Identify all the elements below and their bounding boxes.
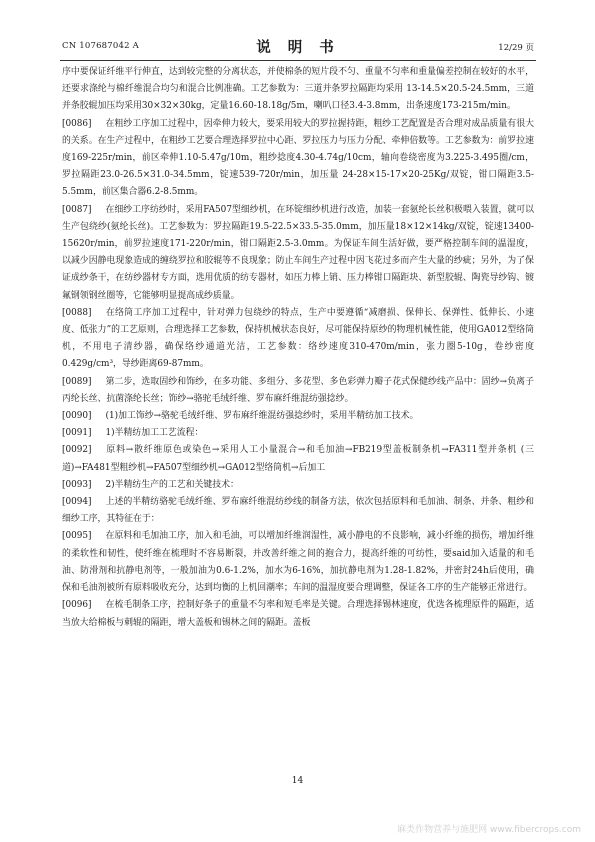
header-rule [60,60,536,61]
paragraph-0091: [0091] 1)半精纺加工工艺流程： [62,428,204,439]
paragraph-number: [0095] [62,531,92,542]
paragraph-number: [0089] [62,376,92,387]
paragraph-number: [0087] [62,204,92,215]
paragraph-0089: [0089] 第二步，选取固纱和饰纱，在多功能、多组分、多花型、多色彩弹力瓣子花式保健纱线产品中：固纱→负离子丙纶长丝、抗菌涤纶长丝；饰纱→骆驼毛绒纤维、罗布麻纤维混纺强捻纱。 [62,376,534,404]
paragraph-number: [0093] [62,479,92,490]
paragraph-0088: [0088] 在络筒工序加工过程中，针对弹力包绕纱的特点，生产中要遵循“减磨损、保伸长、保弹性、低伸长、小速度、低张力”的工艺原则，合理选择工艺参数，保持机械状态良好，尽可能保持原纱的物理机械性能，使用GA012型络筒机，不用电子清纱器，确保络纱通道光洁，工艺参数：络纱速度310-470m/min，张力圈5-10g，卷纱密度0.429g/cm³，导纱距离69-87mm。 [62,307,534,370]
paragraph-0096: [0096] 在梳毛制条工序，控制好条子的重量不匀率和短毛率是关键。合理选择锡林速度，优选各梳理原件的隔距，适当放大给棉板与刺辊的隔距，增大盖板和锡林之间的隔距。盖板 [62,600,534,628]
paragraph-number: [0096] [62,600,92,611]
paragraph-0092: [0092] 原料→散纤维原色或染色→采用人工小量混合→和毛加油→FB219型盖板制条机→FA311型并条机 (三道)→FA481型粗纱机→FA507型细纱机→GA012型络筒机→后加工 [62,445,534,473]
paragraph-0090: [0090] (1)加工饰纱→骆驼毛绒纤维、罗布麻纤维混纺强捻纱时，采用半精纺加工技术。 [62,411,419,422]
paragraph-0095: [0095] 在原料和毛加油工序，加入和毛油，可以增加纤维润湿性，减小静电的不良影响，减小纤维的损伤，增加纤维的柔软性和韧性，使纤维在梳理时不容易断裂，并改善纤维之间的抱合力，提高纤维的可纺性，要said加入适量的和毛油、防滑剂和抗静电剂等，一般加油为0.6-1.2%，加水为6-16%，加抗静电剂为1.28-1.82%，并密封24h后使用，确保和毛油剂被所有原料吸收充分，达到均衡的上机回潮率；车间的温湿度要合理调整，保证各工序的生产能够正常进行。 [62,531,534,594]
page-number: 14 [291,776,304,786]
paragraph-0086: [0086] 在粗纱工序加工过程中，因牵伸力较大，要采用较大的罗拉握持距，粗纱工艺配置是否合理对成品质量有很大的关系。在生产过程中，在粗纱工艺要合理选择罗拉中心距、罗拉压力与压力分配、牵伸倍数等。工艺参数为：前罗拉速度169-225r/min，前区牵伸1.10-5.47g/10m，粗纱捻度4.30-4.74g/10cm，轴向卷绕密度为3.225-3.495圈/cm，罗拉隔距23.0-26.5×31.0-34.5mm，锭速539-720r/min，加压量 24-28×15-17×20-25Kg/双锭，钳口隔距3.5-5.5mm，前区集合器6.2-8.5mm。 [62,118,534,198]
document-body [62,64,534,632]
paragraph-number: [0090] [62,411,92,422]
paragraph-0093: [0093] 2)半精纺生产的工艺和关键技术： [62,479,239,490]
page-header [60,36,536,56]
paragraph-number: [0088] [62,307,92,318]
page-reference: 12/29 页 [498,43,534,53]
paragraph-0094: [0094] 上述的半精纺骆驼毛绒纤维、罗布麻纤维混纺纱线的制备方法，依次包括原料和毛加油、制条、并条、粗纱和细纱工序，其特征在于： [62,497,534,525]
publication-number: CN 107687042 A [62,41,139,51]
paragraph-0087: [0087] 在细纱工序纺纱时，采用FA507型细纱机，在环锭细纱机进行改造，加装一套氨纶长丝积极喂入装置，就可以生产包绕纱(氨纶长丝)。工艺参数为：罗拉隔距19.5-22.5×33.5-35.0mm，加压量18×12×14kg/双锭，锭速13400-15620r/min，前罗拉速度171-220r/min，钳口隔距2.5-3.0mm。为保证车间生活好做，要严格控制车间的温湿度，以减少因静电现象造成的缠绕罗拉和胶辊等不良现象；防止车间生产过程中因飞花过多而产生大量的纱疵；另外，为了保证成纱条干，在纺纱器材专方面，选用优质的纺专器材，如压力棒上销、压力棒钳口隔距块、新型胶辊、陶瓷导纱钩、镀氟钢领钢丝圈等，它能够明显提高成纱质量。 [62,204,534,301]
paragraph-number: [0092] [62,445,92,456]
paragraph-continuation: 序中要保证纤维平行伸直，达到较完整的分离状态，并使棉条的短片段不匀、重量不匀率和重量偏差控制在较好的水平，还要求涤纶与棉纤维混合均匀和混合比例准确。工艺参数为：三道并条罗拉隔距均采用 13-14.5×20.5-24.5mm，三道并条胶辊加压均采用30×32×30kg，定量16.60-18.18g/5m，喇叭口径3.4-3.8mm，出条速度173-215m/min。 [62,67,534,112]
paragraph-number: [0091] [62,428,92,439]
paragraph-number: [0094] [62,497,92,508]
paragraph-number: [0086] [62,118,92,129]
document-title: 说 明 书 [256,39,340,56]
site-watermark: 麻类作物营养与施肥网 www.fibercrops.com [397,825,581,835]
